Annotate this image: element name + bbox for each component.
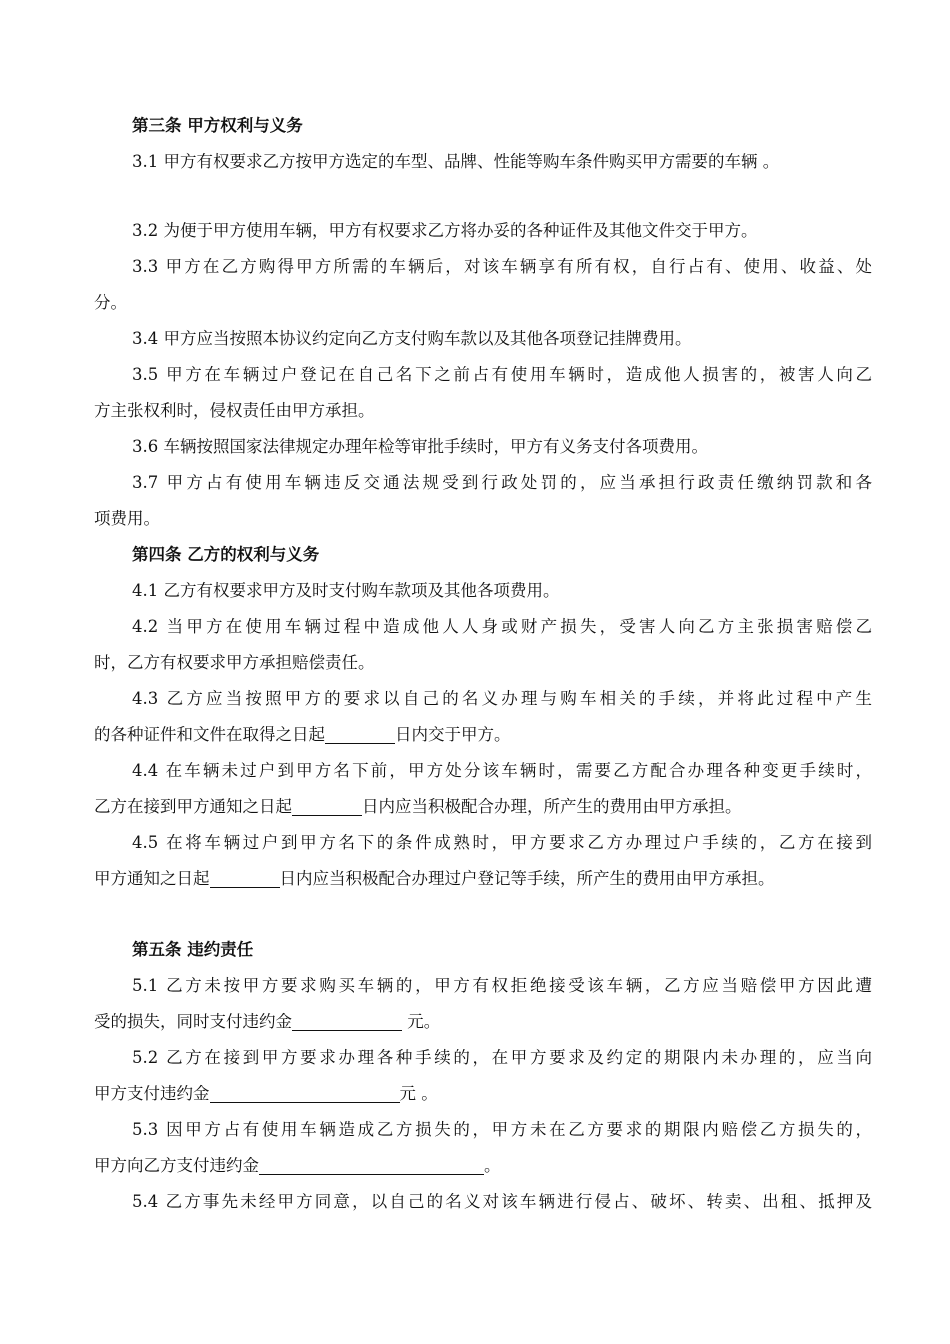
clause-5-2-text-a: 甲方支付违约金 <box>94 1084 210 1103</box>
clause-5-3-line-1: 5.3 因甲方占有使用车辆造成乙方损失的，甲方未在乙方要求的期限内赔偿乙方损失的， <box>132 1120 872 1139</box>
clause-4-4-line-1: 4.4 在车辆未过户到甲方名下前，甲方处分该车辆时，需要乙方配合办理各种变更手续时， <box>132 761 872 780</box>
article-4-heading: 第四条 乙方的权利与义务 <box>132 545 320 564</box>
clause-3-3-line-1: 3.3 甲方在乙方购得甲方所需的车辆后，对该车辆享有所有权，自行占有、使用、收益、处 <box>132 257 872 276</box>
clause-5-2-text-b: 元 。 <box>399 1084 438 1103</box>
clause-4-2-line-1: 4.2 当甲方在使用车辆过程中造成他人人身或财产损失，受害人向乙方主张损害赔偿乙 <box>132 617 872 636</box>
clause-4-2-line-2: 时，乙方有权要求甲方承担赔偿责任。 <box>94 653 375 672</box>
clause-5-1-text-b: 元。 <box>402 1012 441 1031</box>
clause-4-5-line-2 <box>94 861 872 897</box>
clause-5-3-text-a: 甲方向乙方支付违约金 <box>94 1156 259 1175</box>
clause-5-3-text-b: 。 <box>484 1156 501 1175</box>
clause-4-4-text-a: 乙方在接到甲方通知之日起 <box>94 797 292 816</box>
clause-5-4-line-1: 5.4 乙方事先未经甲方同意，以自己的名义对该车辆进行侵占、破坏、转卖、出租、抵押及 <box>132 1192 872 1211</box>
clause-4-5-line-1: 4.5 在将车辆过户到甲方名下的条件成熟时，甲方要求乙方办理过户手续的，乙方在接到 <box>132 833 872 852</box>
article-3-heading: 第三条 甲方权利与义务 <box>132 116 303 135</box>
penalty-amount-blank <box>259 1154 484 1175</box>
clause-5-3-line-2 <box>94 1148 872 1184</box>
article-5-heading: 第五条 违约责任 <box>132 940 254 959</box>
clause-4-3-line-2 <box>94 717 872 753</box>
days-blank <box>292 795 362 816</box>
clause-4-3-line-1: 4.3 乙方应当按照甲方的要求以自己的名义办理与购车相关的手续，并将此过程中产生 <box>132 689 872 708</box>
clause-4-4-line-2 <box>94 789 872 825</box>
days-blank <box>210 867 280 888</box>
clause-3-5-line-1: 3.5 甲方在车辆过户登记在自己名下之前占有使用车辆时，造成他人损害的，被害人向乙 <box>132 365 872 384</box>
penalty-amount-blank <box>210 1082 400 1103</box>
clause-3-5-line-2: 方主张权利时，侵权责任由甲方承担。 <box>94 401 375 420</box>
clause-5-2-line-2 <box>94 1076 872 1112</box>
clause-4-5-text-a: 甲方通知之日起 <box>94 869 210 888</box>
clause-3-1: 3.1 甲方有权要求乙方按甲方选定的车型、品牌、性能等购车条件购买甲方需要的车辆 。 <box>132 152 780 171</box>
clause-4-3-text-b: 日内交于甲方。 <box>395 725 511 744</box>
penalty-amount-blank <box>292 1010 402 1031</box>
clause-3-7-line-2: 项费用。 <box>94 509 160 528</box>
clause-5-1-text-a: 受的损失，同时支付违约金 <box>94 1012 292 1031</box>
clause-3-7-line-1: 3.7 甲方占有使用车辆违反交通法规受到行政处罚的，应当承担行政责任缴纳罚款和各 <box>132 473 872 492</box>
clause-4-1: 4.1 乙方有权要求甲方及时支付购车款项及其他各项费用。 <box>132 581 560 600</box>
clause-3-3-line-2: 分。 <box>94 293 127 312</box>
clause-3-2: 3.2 为便于甲方使用车辆，甲方有权要求乙方将办妥的各种证件及其他文件交于甲方。 <box>132 221 758 240</box>
clause-3-6: 3.6 车辆按照国家法律规定办理年检等审批手续时，甲方有义务支付各项费用。 <box>132 437 708 456</box>
clause-3-4: 3.4 甲方应当按照本协议约定向乙方支付购车款以及其他各项登记挂牌费用。 <box>132 329 692 348</box>
clause-5-2-line-1: 5.2 乙方在接到甲方要求办理各种手续的，在甲方要求及约定的期限内未办理的，应当向 <box>132 1048 872 1067</box>
days-blank <box>325 723 395 744</box>
clause-4-4-text-b: 日内应当积极配合办理，所产生的费用由甲方承担。 <box>362 797 742 816</box>
clause-5-1-line-2 <box>94 1004 872 1040</box>
clause-5-1-line-1: 5.1 乙方未按甲方要求购买车辆的，甲方有权拒绝接受该车辆，乙方应当赔偿甲方因此遭 <box>132 976 872 995</box>
clause-4-3-text-a: 的各种证件和文件在取得之日起 <box>94 725 325 744</box>
clause-4-5-text-b: 日内应当积极配合办理过户登记等手续，所产生的费用由甲方承担。 <box>279 869 775 888</box>
